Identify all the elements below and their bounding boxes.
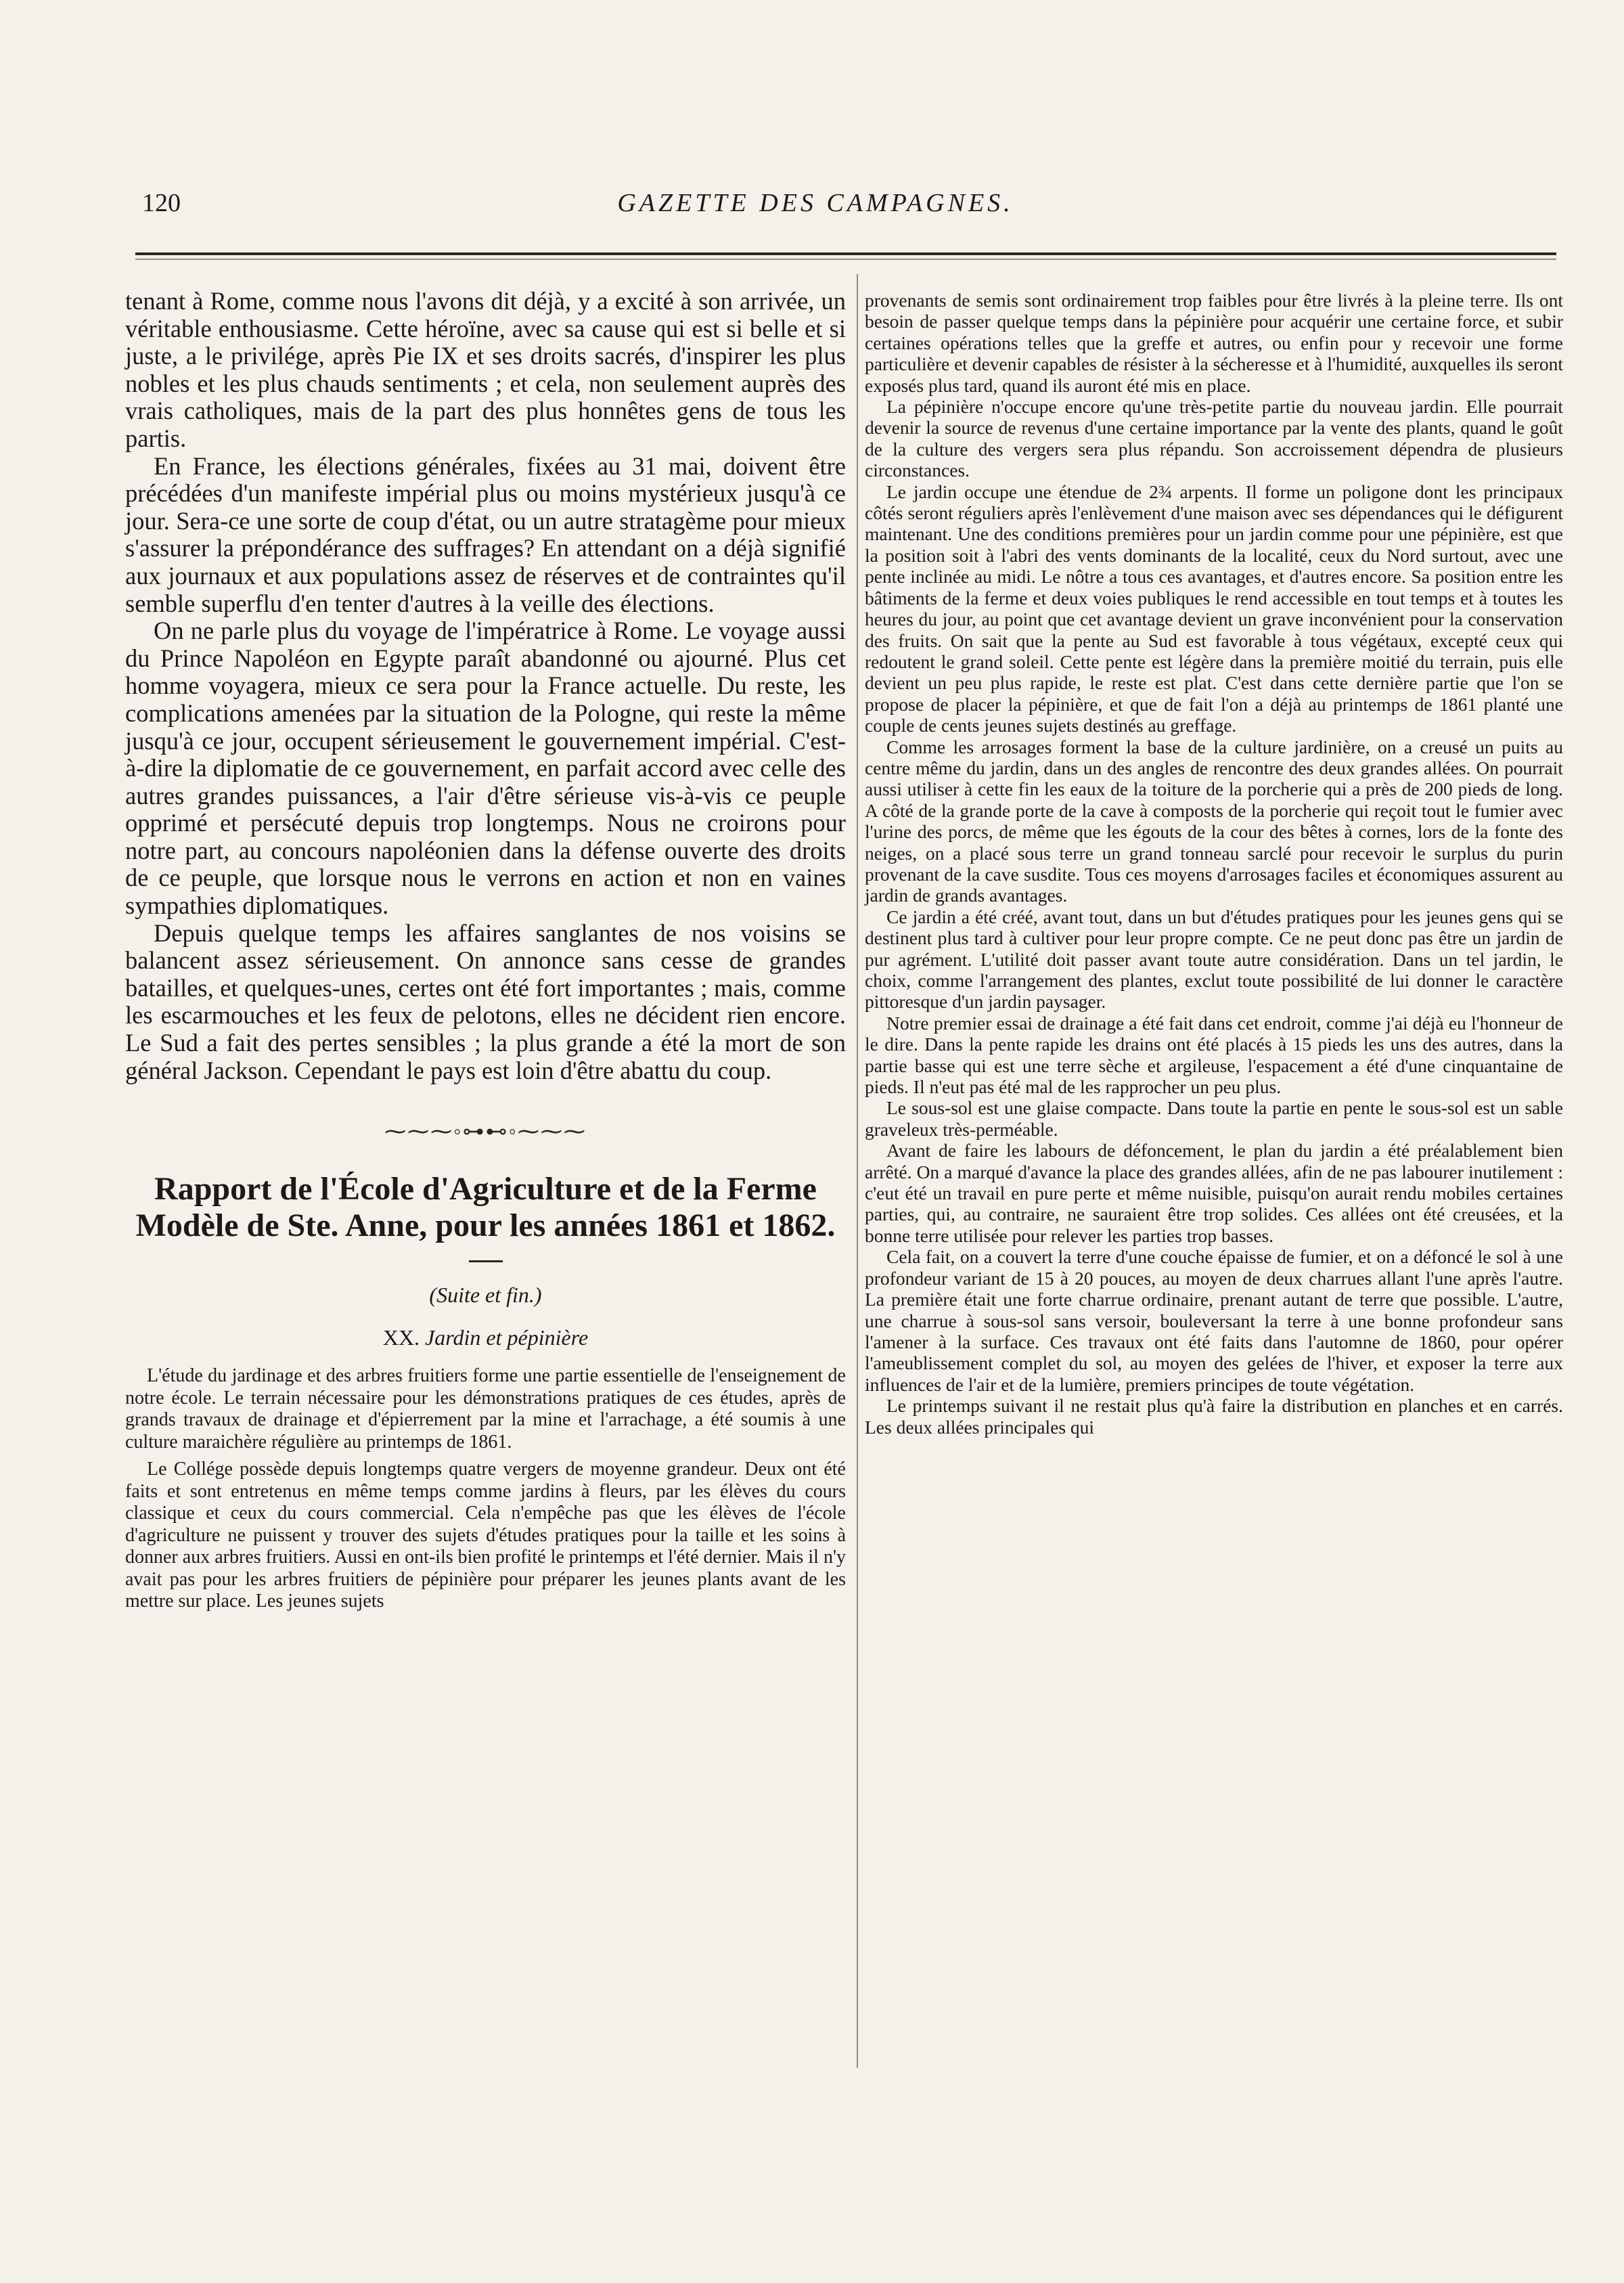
report-paragraph: Cela fait, on a couvert la terre d'une couche épaisse de fumier, et on a défoncé le sol à une profondeur variant de 15 à 20 pouces, au moyen de deux charrues allant l'une après l'autre. La première était une forte charrue ordinaire, prenant autant de terre que possible. L'autre, une charrue à sous-sol sans versoir, bouleversant la terre à une bonne profondeur sans l'amener à la surface. Ces travaux ont été faits dans l'automne de 1860, pour opérer l'ameublissement complet du sol, au moyen des gelées de l'hiver, et exposer la terre aux influences de l'air et de la lumière, premiers principes de toute végétation. bbox=[865, 1246, 1563, 1395]
running-title: GAZETTE DES CAMPAGNES. bbox=[617, 189, 1014, 217]
page-number: 120 bbox=[142, 189, 181, 217]
column-divider bbox=[857, 274, 858, 2068]
header-rule bbox=[135, 252, 1556, 255]
news-text bbox=[125, 288, 846, 1084]
news-paragraph: tenant à Rome, comme nous l'avons dit déjà, y a excité à son arrivée, un véritable enthousiasme. Cette héroïne, avec sa cause qui est si belle et si juste, a le privilége, après Pie IX et ses droits sacrés, d'inspirer les plus nobles et les plus chauds sentiments ; et cela, non seulement auprès des vrais catholiques, mais de la part des plus honnêtes gens de tous les partis. bbox=[125, 287, 846, 452]
report-paragraph: Avant de faire les labours de défoncement, le plan du jardin a été préalablement bien arrêté. On a marqué d'avance la place des grandes allées, afin de ne pas labourer inutilement : c'eut été un travail en pure perte et même nuisible, puisqu'on aurait rendu mobiles certaines parties, qui, au contraire, ne sauraient être trop solides. Ces allées ont été creusées, et la bonne terre utilisée pour relever les parties trop basses. bbox=[865, 1140, 1563, 1246]
article-subtitle: (Suite et fin.) bbox=[429, 1283, 542, 1308]
report-paragraph: Le printemps suivant il ne restait plus qu'à faire la distribution en planches et en carrés. Les deux allées principales qui bbox=[865, 1395, 1563, 1438]
ornament-divider: ⁓⁓⁓◦⊶⊷◦⁓⁓⁓ bbox=[384, 1119, 587, 1144]
news-paragraph: On ne parle plus du voyage de l'impératrice à Rome. Le voyage aussi du Prince Napoléon en Egypte paraît abandonné ou ajourné. Plus cet homme voyagera, mieux ce sera pour la France actuelle. Du reste, les complications amenées par la situation de la Pologne, qui reste la même jusqu'à ce jour, occupent sérieusement le gouvernement impérial. C'est-à-dire la diplomatie de ce gouvernement, en parfait accord avec celle des autres grandes puissances, a l'air d'être sérieuse vis-à-vis ce peuple opprimé et persécuté depuis trop longtemps. Nous ne croirons pour notre part, au concours napoléonien dans la défense ouverte des droits de ce peuple, que lorsque nous le verrons en action et non en vaines sympathies diplomatiques. bbox=[125, 617, 846, 920]
report-paragraph: Ce jardin a été créé, avant tout, dans un but d'études pratiques pour les jeunes gens qui se destinent plus tard à cultiver pour leur propre compte. Ce ne peut donc pas être un jardin de pur agrément. L'utilité doit passer avant toute autre considération. Dans un tel jardin, le choix, comme l'arrangement des plantes, exclut toute possibilité de lui donner le caractère pittoresque d'un jardin paysager. bbox=[865, 906, 1563, 1013]
news-paragraph: Depuis quelque temps les affaires sanglantes de nos voisins se balancent assez sérieusement. On annonce sans cesse de grandes batailles, et quelques-unes, certes ont été fort importantes ; mais, comme les escarmouches et les feux de pelotons, elles ne décident rien encore. Le Sud a fait des pertes sensibles ; la plus grande a été la mort de son général Jackson. Cependant le pays est loin d'être abattu du coup. bbox=[125, 918, 846, 1084]
section-text bbox=[125, 1365, 846, 1613]
report-paragraph: provenants de semis sont ordinairement trop faibles pour être livrés à la pleine terre. Ils ont besoin de passer quelque temps dans la pépinière pour acquérir une certaine force, et subir certaines opérations telles que la greffe et autres, ou enfin pour y recevoir une forme particulière et devenir capables de résister à la sécheresse et à l'humidité, auxquelles ils seront exposés plus tard, quand ils auront été mis en place. bbox=[865, 290, 1563, 396]
left-column bbox=[125, 288, 846, 1613]
report-paragraph: Le sous-sol est une glaise compacte. Dans toute la partie en pente le sous-sol est un sable graveleux très-perméable. bbox=[865, 1097, 1563, 1140]
section-heading bbox=[125, 1325, 846, 1350]
news-paragraph: En France, les élections générales, fixées au 31 mai, doivent être précédées d'un manifeste impérial plus ou moins mystérieux jusqu'à ce jour. Sera-ce une sorte de coup d'état, ou un autre stratagème pour mieux s'assurer la prépondérance des suffrages? En attendant on a déjà signifié aux journaux et aux populations assez de réserves et de contraintes qu'il semble superflu d'en tenter d'autres à la veille des élections. bbox=[125, 451, 846, 617]
section-paragraph: L'étude du jardinage et des arbres fruitiers forme une partie essentielle de l'enseignement de notre école. Le terrain nécessaire pour les démonstrations pratiques de ces études, après de grands travaux de drainage et d'épierrement par la mine et l'arrachage, a été soumis à une culture maraichère régulière au printemps de 1861. bbox=[125, 1365, 846, 1453]
title-rule bbox=[469, 1260, 503, 1262]
right-column bbox=[865, 290, 1563, 1438]
report-paragraph: La pépinière n'occupe encore qu'une très-petite partie du nouveau jardin. Elle pourrait devenir la source de revenus d'une certaine importance par la vente des plants, quand le goût de la culture des vergers sera plus répandu. Son accroissement dépendra de plusieurs circonstances. bbox=[865, 396, 1563, 481]
report-paragraph: Le jardin occupe une étendue de 2¾ arpents. Il forme un poligone dont les principaux côtés seront réguliers après l'enlèvement d'une maison avec ses dépendances qui le défigurent maintenant. Une des conditions premières pour un jardin comme pour une pépinière, est que la position soit à l'abri des vents dominants de la localité, ceux du Nord surtout, avec une pente inclinée au midi. Le nôtre a tous ces avantages, et d'autres encore. Sa position entre les bâtiments de la ferme et deux voies publiques le rend accessible en tout temps et à toutes les heures du jour, au point que cet avantage devient un grave inconvénient pour la conservation des fruits. On sait que la pente au Sud est favorable à tous végétaux, excepté ceux qui redoutent le grand soleil. Cette pente est légère dans la première moitié du terrain, puis elle devient un peu plus rapide, le reste est plat. C'est dans cette dernière partie que l'on se propose de placer la pépinière, et que de fait l'on a déjà au printemps de 1861 planté une couple de cents jeunes sujets destinés au greffage. bbox=[865, 481, 1563, 736]
article-title: Rapport de l'École d'Agriculture et de la Ferme Modèle de Ste. Anne, pour les années 1861 et 1862. bbox=[135, 1171, 836, 1244]
section-number: XX. bbox=[382, 1325, 420, 1350]
section-title: Jardin et pépinière bbox=[425, 1325, 589, 1350]
page-header bbox=[135, 188, 1495, 229]
report-text bbox=[865, 290, 1563, 1438]
section-paragraph: Le Collége possède depuis longtemps quatre vergers de moyenne grandeur. Deux ont été faits et sont entretenus en même temps comme jardins à fleurs, par les élèves du cours classique et ceux du cours commercial. Cela n'empêche pas que les élèves de l'école d'agriculture ne puissent y trouver des sujets d'études pratiques pour la taille et les soins à donner aux arbres fruitiers. Aussi en ont-ils bien profité le printemps et l'été dernier. Mais il n'y avait pas pour les arbres fruitiers de pépinière pour préparer les jeunes plants avant de les mettre sur place. Les jeunes sujets bbox=[125, 1459, 846, 1612]
report-paragraph: Notre premier essai de drainage a été fait dans cet endroit, comme j'ai déjà eu l'honneur de le dire. Dans la pente rapide les drains ont été placés à 15 pieds les uns des autres, dans la partie basse qui est une terre sèche et argileuse, l'espacement a été d'une cinquantaine de pieds. Il n'eut pas été mal de les rapprocher un peu plus. bbox=[865, 1012, 1563, 1098]
report-paragraph: Comme les arrosages forment la base de la culture jardinière, on a creusé un puits au centre même du jardin, dans un des angles de rencontre des deux grandes allées. On pourrait aussi utiliser à cette fin les eaux de la toiture de la porcherie qui a près de 200 pieds de long. A côté de la grande porte de la cave à composts de la porcherie qui reçoit tout le fumier avec l'urine des porcs, de même que les égouts de la cour des bêtes à cornes, lors de la fonte des neiges, on a placé sous terre un grand tonneau sarclé pour recevoir le surplus du purin provenant de la cave susdite. Tous ces moyens d'arrosages faciles et économiques assurent au jardin de grands avantages. bbox=[865, 736, 1563, 906]
header-rule-secondary bbox=[135, 259, 1556, 260]
